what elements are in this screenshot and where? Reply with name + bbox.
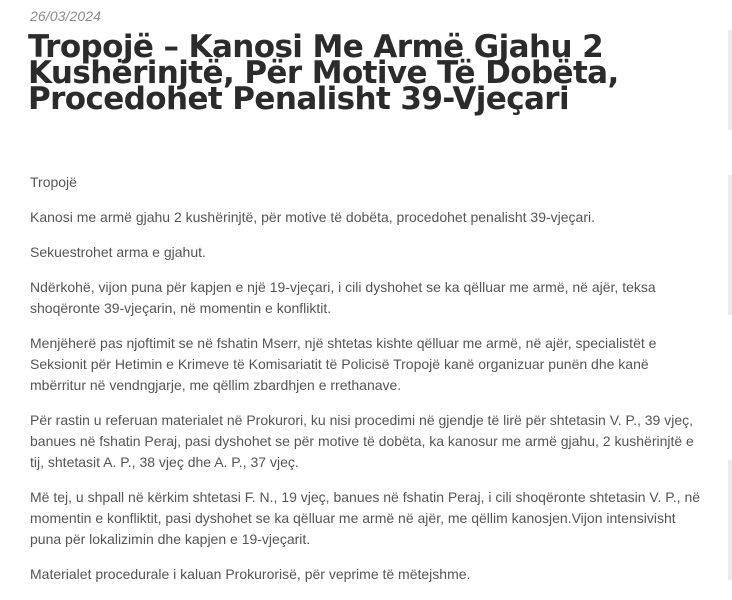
article-paragraph: Tropojë bbox=[30, 174, 77, 190]
article-paragraph: Për rastin u referuan materialet në Prokurori, ku nisi procedimi në gjendje të lirë për shtetasin V. P., 39 vjeç, banues në fshatin Peraj, pasi dyshohet se për motive të dobëta, ka kanosur me armë gjahu, 2 kushërinjtë e tij, shtetasit A. P., 38 vjeç dhe A. P., 37 vjeç. bbox=[30, 412, 694, 470]
article-paragraph: Menjëherë pas njoftimit se në fshatin Mserr, një shtetas kishte qëlluar me armë, në ajër, specialistët e Seksionit për Hetimin e Krimeve të Komisariatit të Policisë Tropojë kanë organizuar punën dhe kanë mbërritur në vendngjarje, me qëllim zbardhjen e rrethanave. bbox=[30, 335, 657, 393]
sidebar-edge-divider bbox=[728, 175, 732, 315]
article-paragraph: Materialet procedurale i kaluan Prokurorisë, për veprime të mëtejshme. bbox=[30, 566, 471, 582]
article-title: Tropojë – Kanosi Me Armë Gjahu 2 Kushërinjtë, Për Motive Të Dobëta, Procedohet Penalisht 39-Vjeçari bbox=[28, 29, 619, 117]
sidebar-edge-divider bbox=[728, 30, 732, 130]
article-paragraph: Ndërkohë, vijon puna për kapjen e një 19-vjeçari, i cili dyshohet se ka qëlluar me armë, në ajër, teksa shoqëronte 39-vjeçarin, në momentin e konfliktit. bbox=[30, 279, 656, 316]
article-body bbox=[30, 172, 702, 599]
article-paragraph: Më tej, u shpall në kërkim shtetasi F. N., 19 vjeç, banues në fshatin Peraj, i cili shoqëronte shtetasin V. P., në momentin e konfliktit, pasi dyshohet se ka qëlluar me armë në ajër, me qëllim kanosjen.Vijon intensivisht puna për lokalizimin dhe kapjen e 19-vjeçarit. bbox=[30, 489, 701, 547]
article-paragraph: Kanosi me armë gjahu 2 kushërinjtë, për motive të dobëta, procedohet penalisht 39-vjeçari. bbox=[30, 209, 595, 225]
article-paragraph: Sekuestrohet arma e gjahut. bbox=[30, 244, 206, 260]
article-date: 26/03/2024 bbox=[30, 8, 102, 24]
sidebar-edge-divider bbox=[728, 460, 732, 580]
